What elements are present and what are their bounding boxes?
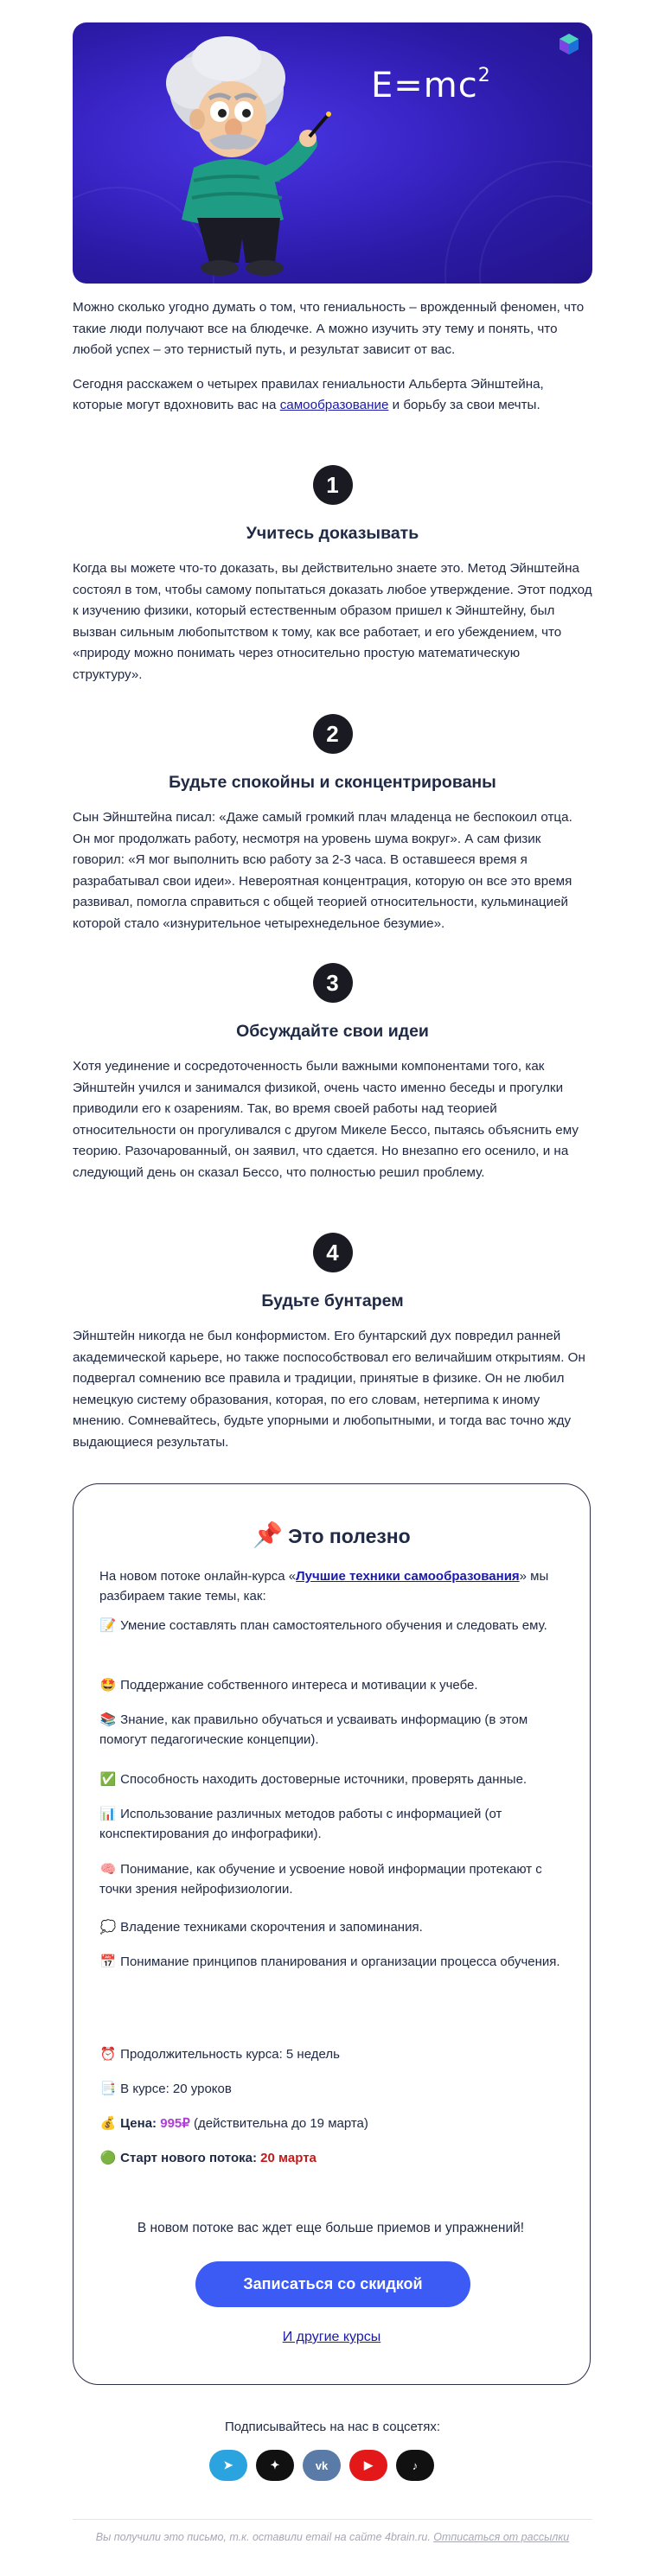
topic-item: 📝 Умение составлять план самостоятельного обучения и следовать ему. bbox=[99, 1616, 562, 1636]
zen-icon[interactable]: ✦ bbox=[256, 2450, 294, 2481]
self-education-link[interactable]: самообразование bbox=[279, 398, 389, 412]
section-2 bbox=[73, 714, 592, 934]
social-links bbox=[209, 2450, 434, 2481]
section-3 bbox=[73, 963, 592, 1183]
topic-item: 🧠 Понимание, как обучение и усвоение новой информации протекают с точки зрения нейрофизиологии. bbox=[99, 1861, 542, 1897]
calendar-icon: 📅 bbox=[99, 1954, 117, 1969]
brand-logo-icon bbox=[558, 33, 580, 55]
hero-banner bbox=[73, 22, 592, 284]
other-courses-link[interactable]: И другие курсы bbox=[282, 2330, 381, 2344]
chart-icon: 📊 bbox=[99, 1806, 117, 1821]
section-number-badge: 1 bbox=[313, 465, 353, 505]
einstein-illustration bbox=[159, 29, 332, 282]
topic-item: 🤩 Поддержание собственного интереса и мотивации к учебе. bbox=[99, 1675, 562, 1696]
star-eyes-icon: 🤩 bbox=[99, 1677, 117, 1693]
section-number-badge: 2 bbox=[313, 714, 353, 754]
footer-divider bbox=[73, 2519, 592, 2520]
thought-bubble-icon: 💭 bbox=[99, 1919, 117, 1935]
topic-item: 📊 Использование различных методов работы с информацией (от конспектирования до инфографики). bbox=[99, 1806, 502, 1841]
section-text: Сын Эйнштейна писал: «Даже самый громкий плач младенца не беспокоил отца. Он мог продолжать работу, несмотря на уровень шума вокруг». А сам физик говорил: «Я мог выполнить всю работу за 2-3 часа. В оставшееся время я разрабатывал свои идеи». Невероятная концентрация, которую он все это время развивал, помогла справиться с общей теорией относительности, кульминацией которой стало «изнурительное четырехнедельное безумие». bbox=[73, 810, 572, 931]
topic-item: 💭 Владение техниками скорочтения и запоминания. bbox=[99, 1917, 562, 1938]
signup-discount-button[interactable]: Записаться со скидкой bbox=[195, 2261, 470, 2307]
topic-item: 📚 Знание, как правильно обучаться и усваивать информацию (в этом помогут педагогические концепции). bbox=[99, 1712, 528, 1747]
memo-icon: 📝 bbox=[99, 1617, 117, 1633]
vk-icon[interactable]: vk bbox=[303, 2450, 341, 2481]
intro-paragraph: Можно сколько угодно думать о том, что гениальность – врожденный феномен, что такие люди получают все на блюдечке. А можно изучить эту тему и понять, что любой успех – это тернистый путь, и результат зависит от вас. bbox=[73, 300, 585, 357]
section-title: Учитесь доказывать bbox=[246, 524, 419, 543]
books-icon: 📚 bbox=[99, 1712, 117, 1727]
section-number-badge: 4 bbox=[313, 1233, 353, 1272]
alarm-clock-icon: ⏰ bbox=[99, 2046, 117, 2062]
card-intro: На новом потоке онлайн-курса «Лучшие техники самообразования» мы разбираем такие темы, как: bbox=[99, 1569, 549, 1604]
tiktok-icon[interactable]: ♪ bbox=[396, 2450, 434, 2481]
course-duration: ⏰ Продолжительность курса: 5 недель bbox=[99, 2044, 562, 2065]
course-lessons: 📑 В курсе: 20 уроков bbox=[99, 2079, 562, 2100]
green-circle-icon: 🟢 bbox=[99, 2150, 117, 2165]
section-title: Будьте спокойны и сконцентрированы bbox=[169, 773, 496, 792]
section-4 bbox=[73, 1233, 592, 1453]
course-start: 🟢 Старт нового потока: 20 марта bbox=[99, 2148, 562, 2169]
email-container bbox=[73, 22, 592, 2543]
brain-icon: 🧠 bbox=[99, 1861, 117, 1877]
formula-text: $E=mc^2$ bbox=[371, 64, 491, 105]
section-text: Эйнштейн никогда не был конформистом. Его бунтарский дух повредил ранней академической карьере, но также поспособствовал его величайшим открытиям. Он подвергал сомнению все правила и традиции, принятые в физике. Он не любил немецкую систему образования, которая, по его словам, нетерпима к иному мнению. Сомневайтесь, будьте упорными и любопытными, и тогда вас точно жду выдающиеся результаты. bbox=[73, 1329, 585, 1450]
footer-text: Вы получили это письмо, т.к. оставили email на сайте 4brain.ru. Отписаться от рассылки bbox=[95, 2531, 570, 2543]
social-heading: Подписывайтесь на нас в соцсетях: bbox=[224, 2420, 441, 2434]
bookmark-tabs-icon: 📑 bbox=[99, 2081, 117, 2096]
other-courses bbox=[74, 2330, 590, 2345]
telegram-icon[interactable]: ➤ bbox=[209, 2450, 247, 2481]
section-title: Обсуждайте свои идеи bbox=[236, 1022, 429, 1041]
section-text: Когда вы можете что-то доказать, вы действительно знаете это. Метод Эйнштейна состоял в том, чтобы самому попытаться доказать любое утверждение. Этот подход к изучению физики, который естественным образом пришел к Эйнштейну, был вызван сильным любопытством к тому, как все работает, и его убеждением, что «природу можно понимать через относительно простую математическую структуру». bbox=[73, 561, 592, 682]
unsubscribe-link[interactable]: Отписаться от рассылки bbox=[433, 2531, 570, 2543]
topic-item: ✅ Способность находить достоверные источники, проверять данные. bbox=[99, 1769, 562, 1790]
topic-item: 📅 Понимание принципов планирования и организации процесса обучения. bbox=[99, 1952, 562, 1973]
section-text: Хотя уединение и сосредоточенность были важными компонентами того, как Эйнштейн учился и занимался физикой, очень часто именно беседы и прогулки приводили его к озарениям. Так, во время своей работы над теорией относительности он прогуливался с другом Микеле Бессо, пытаясь объяснить ему теорию. Разочарованный, он заявил, что сдается. Но внезапно его осенило, и на следующий день он сказал Бессо, что полностью решил проблему. bbox=[73, 1059, 579, 1180]
course-price: 💰 Цена: 995₽ (действительна до 19 марта) bbox=[99, 2114, 562, 2134]
pin-icon: 📌 bbox=[253, 1521, 284, 1548]
section-number-badge: 3 bbox=[313, 963, 353, 1003]
intro-paragraph-2: Сегодня расскажем о четырех правилах гениальности Альберта Эйнштейна, которые могут вдохновить вас на самообразование и борьбу за свои мечты. bbox=[73, 376, 544, 412]
card-closing: В новом потоке вас ждет еще больше приемов и упражнений! bbox=[137, 2221, 525, 2235]
card-title: 📌 Это полезно bbox=[253, 1521, 411, 1548]
check-icon: ✅ bbox=[99, 1771, 117, 1787]
course-link[interactable]: Лучшие техники самообразования bbox=[296, 1569, 520, 1584]
section-title: Будьте бунтарем bbox=[261, 1291, 404, 1310]
youtube-icon[interactable]: ▶ bbox=[349, 2450, 387, 2481]
course-card bbox=[73, 1483, 591, 2385]
money-bag-icon: 💰 bbox=[99, 2115, 117, 2131]
section-1 bbox=[73, 465, 592, 685]
